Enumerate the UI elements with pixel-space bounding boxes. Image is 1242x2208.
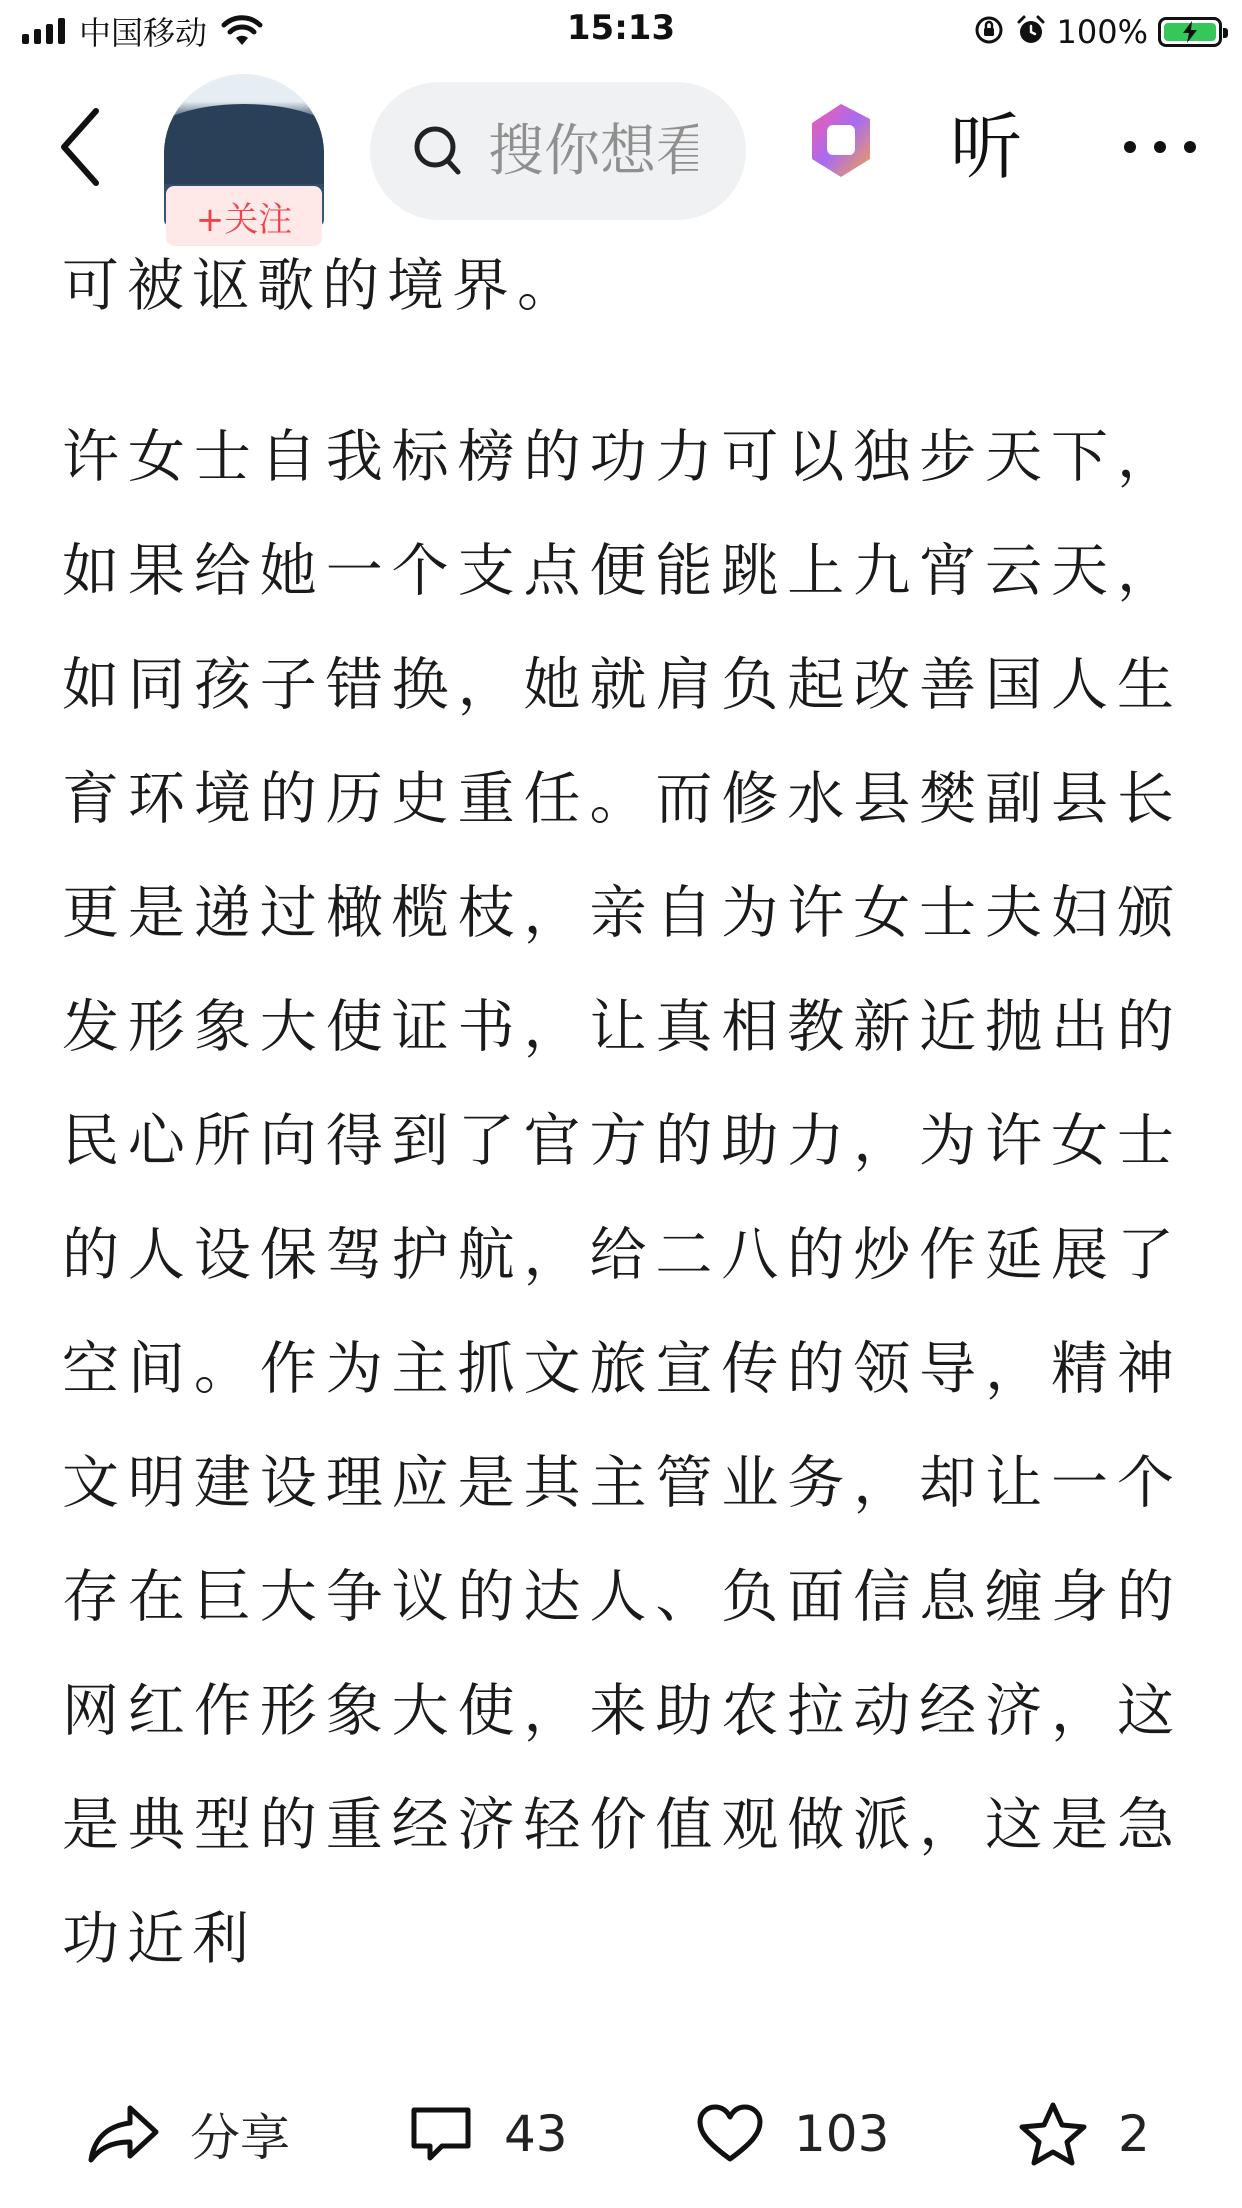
share-icon: [86, 2102, 160, 2166]
search-box[interactable]: [370, 82, 746, 220]
comment-button[interactable]: [408, 2094, 568, 2174]
article-paragraph: 可被讴歌的境界。: [62, 253, 582, 319]
search-icon: [408, 121, 468, 181]
like-button[interactable]: [696, 2094, 889, 2174]
back-button[interactable]: [50, 102, 110, 192]
battery-icon: [1158, 17, 1222, 47]
share-button[interactable]: [86, 2094, 290, 2174]
carrier-name: 中国移动: [79, 14, 208, 52]
clock: 15:13: [566, 8, 676, 48]
orientation-lock-icon: [973, 14, 1005, 50]
status-bar: [0, 0, 1242, 62]
search-input[interactable]: [488, 119, 698, 184]
follow-button[interactable]: +关注: [166, 186, 322, 246]
favorite-count: 2: [1118, 2105, 1150, 2163]
status-right: [973, 10, 1222, 54]
heart-icon: [696, 2103, 764, 2165]
author-profile[interactable]: [164, 74, 324, 244]
nav-bar: [0, 62, 1242, 240]
alarm-icon: [1015, 14, 1047, 50]
share-label: 分享: [190, 2109, 290, 2167]
chevron-left-icon: [58, 107, 102, 187]
comment-icon: [408, 2104, 474, 2164]
comment-count: 43: [504, 2105, 568, 2163]
battery-percentage: 100%: [1056, 13, 1148, 51]
favorite-button[interactable]: [1018, 2094, 1150, 2174]
article-paragraph: 许女士自我标榜的功力可以独步天下，如果给她一个支点便能跳上九宵云天，如同孩子错换，她就肩负起改善国人生育环境的历史重任。而修水县樊副县长更是递过橄榄枝，亲自为许女士夫妇颁发形象大使证书，让真相教新近抛出的民心所向得到了官方的助力，为许女士的人设保驾护航，给二八的炒作延展了空间。作为主抓文旅宣传的领导，精神文明建设理应是其主管业务，却让一个存在巨大争议的达人、负面信息缠身的网红作形象大使，来助农拉动经济，这是典型的重经济轻价值观做派，这是急功近利: [62, 424, 1182, 1972]
listen-button[interactable]: 听: [950, 105, 1023, 189]
bottom-action-bar: [0, 2062, 1242, 2208]
like-count: 103: [794, 2105, 890, 2163]
star-icon: [1018, 2101, 1088, 2167]
ai-assistant-icon[interactable]: [800, 100, 882, 182]
article-body: [62, 232, 1182, 2062]
more-options-button[interactable]: [1100, 102, 1220, 192]
